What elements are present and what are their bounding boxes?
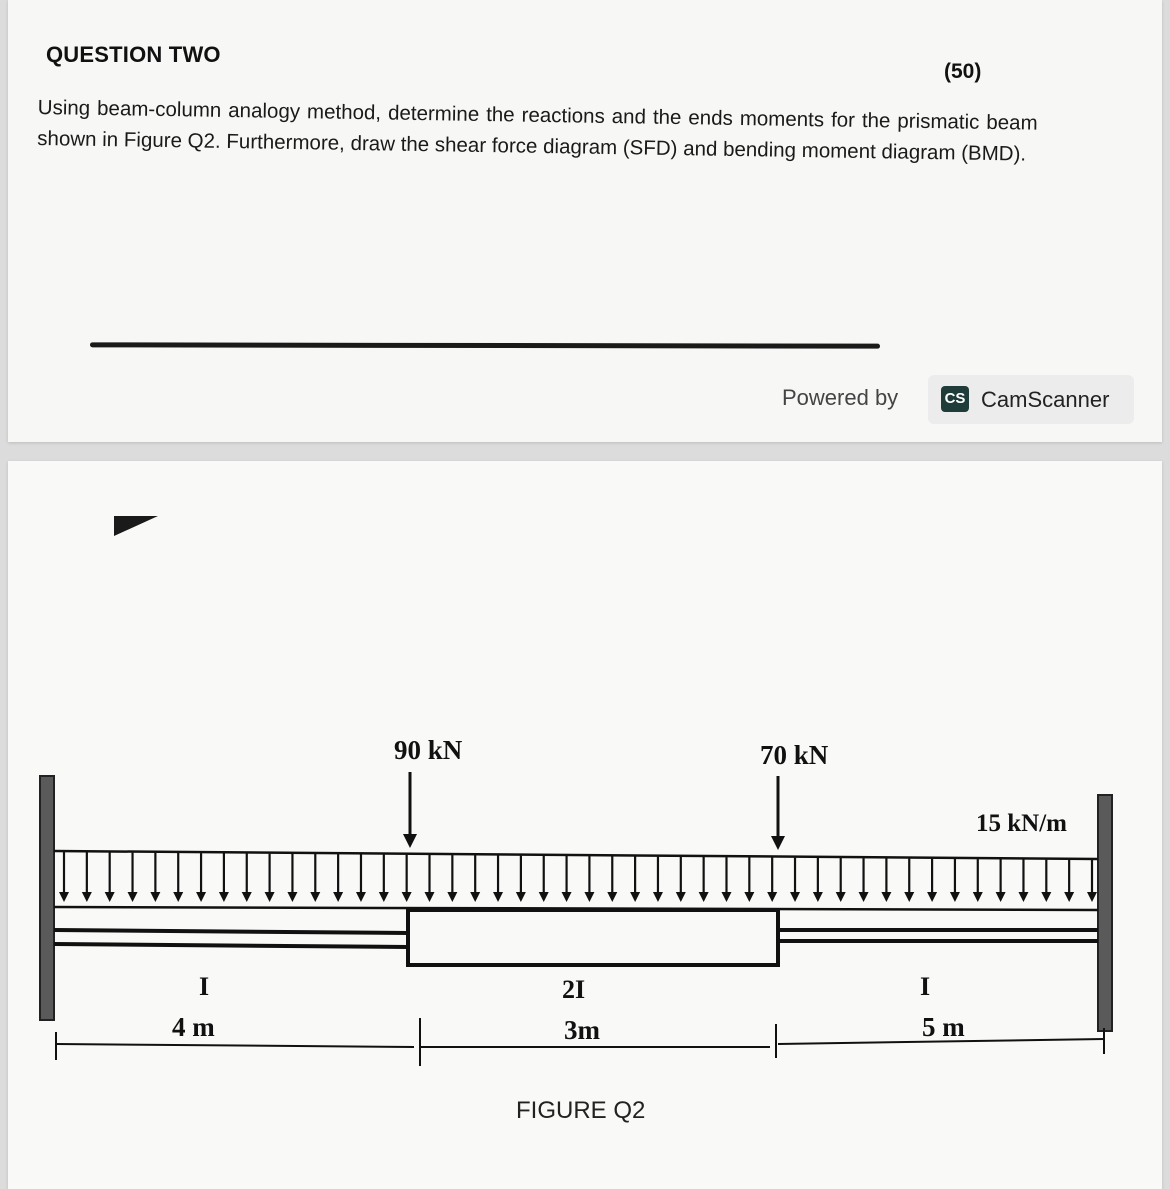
udl-arrow-head bbox=[767, 892, 777, 902]
udl-arrow-head bbox=[790, 892, 800, 902]
point-load-arrow-left bbox=[403, 772, 417, 848]
load-label-90kn: 90 kN bbox=[394, 735, 463, 765]
udl-arrow-head bbox=[196, 892, 206, 902]
udl-arrow-head bbox=[950, 892, 960, 902]
udl-arrow-head bbox=[402, 892, 412, 902]
udl-arrow-head bbox=[539, 892, 549, 902]
udl-arrow-head bbox=[59, 892, 69, 902]
udl-arrow-head bbox=[584, 892, 594, 902]
beam-2I-segment bbox=[408, 910, 778, 965]
udl-label: 15 kN/m bbox=[976, 810, 1067, 837]
udl-arrow-head bbox=[105, 892, 115, 902]
udl-arrow-head bbox=[1018, 892, 1028, 902]
udl-arrow-head bbox=[881, 892, 891, 902]
udl-arrow-head bbox=[836, 892, 846, 902]
udl-arrow-head bbox=[744, 892, 754, 902]
udl-arrow-head bbox=[219, 892, 229, 902]
udl-arrow-head bbox=[996, 892, 1006, 902]
question-text: Using beam-column analogy method, determine the reactions and the ends moments for the prismatic beam shown in Figure Q2. Furthermore, draw the shear force diagram (SFD) and bending moment diagram (BMD). bbox=[37, 95, 1038, 166]
udl-arrow-head bbox=[493, 892, 503, 902]
udl-arrow-head bbox=[150, 892, 160, 902]
udl-arrow-head bbox=[173, 892, 183, 902]
udl-arrow-head bbox=[82, 892, 92, 902]
section-label-right: I bbox=[920, 972, 931, 1001]
udl-arrow-head bbox=[310, 892, 320, 902]
udl-arrow-head bbox=[447, 892, 457, 902]
udl-arrow-head bbox=[813, 892, 823, 902]
udl-arrow-head bbox=[676, 892, 686, 902]
udl-arrow-head bbox=[265, 892, 275, 902]
udl-arrow-head bbox=[1041, 892, 1051, 902]
udl-arrow-head bbox=[721, 892, 731, 902]
udl-arrow-head bbox=[904, 892, 914, 902]
udl-load bbox=[54, 851, 1098, 910]
beam bbox=[54, 910, 1098, 965]
load-label-70kn: 70 kN bbox=[760, 740, 829, 770]
span-label-left: 4 m bbox=[172, 1012, 215, 1042]
question-marks: (50) bbox=[944, 60, 982, 83]
left-fixed-support bbox=[40, 776, 54, 1020]
right-fixed-support bbox=[1098, 795, 1112, 1031]
camscanner-brand: CamScanner bbox=[981, 387, 1110, 412]
udl-arrow-head bbox=[653, 892, 663, 902]
udl-arrow-head bbox=[470, 892, 480, 902]
question-title: QUESTION TWO bbox=[46, 42, 221, 67]
camscanner-logo-icon: CS bbox=[941, 386, 969, 412]
udl-arrow-head bbox=[379, 892, 389, 902]
point-load-arrow-right bbox=[771, 776, 785, 850]
udl-arrows bbox=[59, 852, 1097, 902]
udl-arrow-head bbox=[242, 892, 252, 902]
udl-arrow-head bbox=[287, 892, 297, 902]
span-label-mid: 3m bbox=[564, 1015, 600, 1045]
powered-by-label: Powered by bbox=[782, 385, 899, 410]
udl-arrow-head bbox=[128, 892, 138, 902]
udl-arrow-head bbox=[516, 892, 526, 902]
udl-arrow-head bbox=[562, 892, 572, 902]
udl-arrow-head bbox=[927, 892, 937, 902]
section-label-left: I bbox=[199, 972, 210, 1001]
udl-arrow-head bbox=[1087, 892, 1097, 902]
udl-arrow-head bbox=[425, 892, 435, 902]
section-label-mid: 2I bbox=[562, 975, 586, 1004]
udl-arrow-head bbox=[859, 892, 869, 902]
udl-arrow-head bbox=[356, 892, 366, 902]
udl-arrow-head bbox=[607, 892, 617, 902]
udl-arrow-head bbox=[973, 892, 983, 902]
udl-arrow-head bbox=[630, 892, 640, 902]
udl-arrow-head bbox=[1064, 892, 1074, 902]
udl-arrow-head bbox=[699, 892, 709, 902]
udl-arrow-head bbox=[333, 892, 343, 902]
figure-caption: FIGURE Q2 bbox=[516, 1097, 646, 1124]
span-label-right: 5 m bbox=[922, 1012, 965, 1042]
